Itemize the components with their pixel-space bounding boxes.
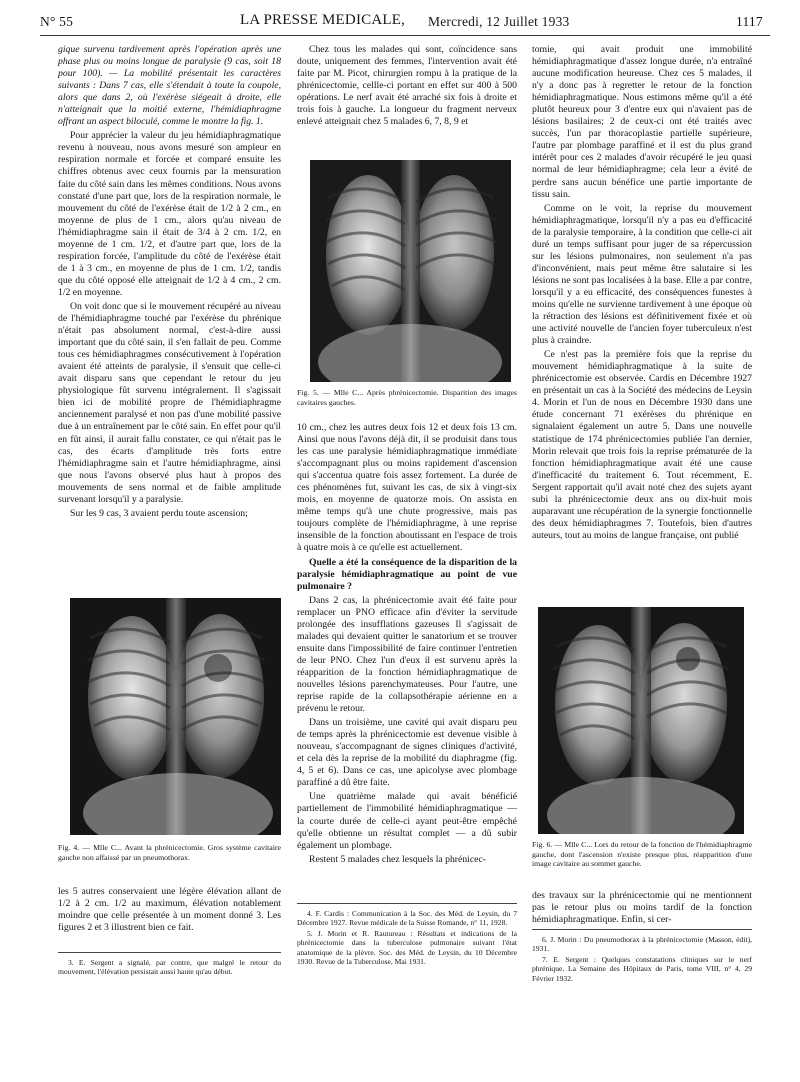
- footnotes-6-7: [532, 935, 752, 984]
- figure-5-caption: Fig. 5. — Mlle C... Après phrénicectomie. Disparition des images cavitaires gauches.: [297, 388, 517, 407]
- issue-number: N° 55: [40, 14, 74, 29]
- footnote-3: [58, 958, 281, 978]
- footnote-rule: [58, 952, 281, 953]
- paragraph: tomie, qui avait produit une immobilité hémidiaphragmatique d'assez longue durée, n'a entraîné aucune modification heureuse. Chez ces 5 malades, il n'y a donc pas à regretter le retour de la fonction hémidiaphragmatique. Nous estimons même qu'il a été plutôt heureux pour 3 d'entre eux qui n'avaient pas de lésions basilaires; 2 de ceux-ci ont été traités avec succès, l'un par thoracoplastie partielle supérieure, l'autre par plombage paraffiné et il est du plus grand intérêt pour ces 2 malades d'avoir récupéré le jeu quasi normal de leur hémidiaphragme; cela leur a évité de perdre sans aucun bénéfice une partie importante de tissu sain.: [532, 44, 752, 200]
- paragraph: Sur les 9 cas, 3 avaient perdu toute ascension;: [70, 507, 248, 519]
- column-3-top: [532, 44, 752, 544]
- paragraph: On voit donc que si le mouvement récupéré au niveau de l'hémidiaphragme touché par l'exérèse du phrénique n'était pas absolument normal, c'est-à-dire aussi important que du côté sain, il s'en fallait de peu. Comme tous ces hémidiaphragmes consécutivement à l'opération avaient été atteints de paralysie, il s'ensuit que celle-ci avait disparu sans que cependant le retour du jeu physiologique fût survenu intégralement. Il s'agissait bien ici de mobilité propre de l'hémidiaphragme anciennement paralysé et non pas d'une mobilité passive due à un entraînement par le côté sain. En effet pour qu'il en fût ainsi, il aurait fallu constater, ce qui n'était pas le cas, des écarts d'amplitude très forts entre l'hémidiaphragme sain et l'autre hémidiaphragme, ainsi que nous l'avons observé plus haut à propos des mouvements de sens normal et de faible amplitude survenant lorsqu'il y a paralysie.: [58, 300, 281, 505]
- column-1-top: [58, 44, 281, 522]
- column-3-bottom: [532, 890, 752, 928]
- paragraph: Restent 5 malades chez lesquels la phrénicec-: [309, 853, 486, 865]
- paragraph: Pour apprécier la valeur du jeu hémidiaphragmatique revenu à nouveau, nous avons mesuré son ampleur en respiration normale et forcée et comparé ensuite les chiffres obtenus avec ceux fournis par la mensuration faite du côté sain dans les mêmes conditions. Nous avons constaté d'une part que, lors de la respiration normale, le mouvement du côté de l'exérèse était de 1/2 à 2 cm., en moyenne de plus de 1 cm., alors qu'au niveau de l'hémidiaphragme sain il était de 3/4 à 2 cm. 1/2, en moyenne de 1 cm. 1/2, et d'autre part que, lors de la respiration forcée, l'amplitude du côté de l'exérèse était de 1 à 3 cm., en moyenne de plus de 1 cm. 1/2, tandis que du côté opposé elle atteignait de 1/2 à 4 cm., 2 cm. 1/2 en moyenne.: [58, 130, 281, 298]
- column-2-bottom: [297, 422, 517, 868]
- chest-xray-image: [538, 607, 744, 834]
- footnote-text: 6. J. Morin : Du pneumothorax à la phrénicectomie (Masson, édit), 1931.: [532, 935, 752, 954]
- paragraph: Dans 2 cas, la phrénicectomie avait été faite pour remplacer un PNO efficace afin d'éviter la servitude prolongée des insufflations gazeuses Il s'agissait de malades qui devaient quitter le sanatorium et se trouver ensuite dans l'impossibilité de faire continuer l'entretien de leur PNO. Chez l'un d'eux il est survenu après la réapparition de la fonction hémidiaphragmatique de nouvelles lésions parenchymateuses. Pour l'autre, une reprise rapide de la collapsothérapie aérienne en a prévenu le retour.: [297, 594, 517, 715]
- paragraph: Une quatrième malade qui avait bénéficié partiellement de l'immobilité hémidiaphragmatique — la courte durée de celle-ci ayant peut-être empêché qu'elle obtienne un résultat complet — a dû subir également un plombage.: [297, 791, 517, 851]
- paragraph: des travaux sur la phrénicectomie qui ne mentionnent pas le retour plus ou moins tardif de la fonction hémidiaphragmatique. Enfin, si cer-: [532, 890, 752, 926]
- footnote-rule: [297, 903, 517, 904]
- chest-xray-image: [310, 160, 511, 382]
- chest-xray-image: [70, 598, 281, 835]
- footnotes-4-5: [297, 909, 517, 967]
- paragraph: gique survenu tardivement après l'opération après une phase plus ou moins longue de paralysie (9 cas, soit 18 pour 100). — La mobilité présentait les caractères suivants : Dans 7 cas, elle s'étendait à toute la coupole, alors que dans 2, où l'exérèse siégeait à droite, elle n'atteignait que la moitié externe, l'hémidiaphragme offrant un aspect biloculé, comme le montre la fig. 1.: [58, 44, 281, 128]
- figure-4-xray: [70, 598, 281, 835]
- paragraph: 10 cm., chez les autres deux fois 12 et deux fois 13 cm. Ainsi que nous l'avons déjà dit, il se produisit dans tous les cas une paralysie hémidiaphragmatique immédiate s'accompagnant plus ou moins rapidement d'ascension qui s'accentua quatre fois assez fortement. La durée de ces phénomènes fut, suivant les cas, de six à vingt-six mois, en moyenne de quatorze mois. On assista en même temps qu'à une chute progressive, mais pas toujours complète de l'hémidiaphragme, à une reprise insensible de la fonction aboutissant en l'espace de trois à quatre mois à ce qu'elle est actuellement.: [297, 422, 517, 554]
- page-number: 1117: [736, 14, 763, 29]
- issue-date: Mercredi, 12 Juillet 1933: [428, 14, 570, 29]
- column-2-top: [297, 44, 517, 130]
- footnote-rule: [532, 929, 752, 930]
- header-rule: [40, 35, 770, 36]
- paragraph: Comme on le voit, la reprise du mouvement hémidiaphragmatique, lorsqu'il n'y a pas eu d'efficacité de la paralysie temporaire, à la condition que celle-ci ait duré un temps suffisant pour juger de sa répercussion sur les lésions pulmonaires, non seulement n'a pas d'inconvénient, mais peut même être salutaire si les lésions ne sont pas localisées à la base. Elle a par contre, lorsqu'il y a eu efficacité, des conséquences funestes à moins qu'elle ne survienne tardivement à une époque où la rétraction des lésions est définitivement fixée et où une activité nouvelle de l'ancien foyer tuberculeux n'est plus à craindre.: [532, 202, 752, 347]
- journal-title: LA PRESSE MEDICALE,: [240, 12, 406, 28]
- column-1-bottom: [58, 886, 281, 936]
- paragraph: les 5 autres conservaient une légère élévation allant de 1/2 à 2 cm. 1/2 au maximum, élévation notablement moindre que celle présentée à un moment donné 3. Les figures 2 et 3 illustrent bien ce fait.: [58, 886, 281, 934]
- footnote-text: 4. F. Cardis : Communication à la Soc. des Méd. de Leysin, du 7 Décembre 1927. Revue médicale de la Suisse Romande, n° 11, 1928.: [297, 909, 517, 928]
- figure-6-caption: Fig. 6. — Mlle C... Lors du retour de la fonction de l'hémidiaphragme gauche, dont l'ascension n'existe presque plus, réapparition d'une image cavitaire au sommet gauche.: [532, 840, 752, 869]
- section-question: Quelle a été la conséquence de la disparition de la paralysie hémidiaphragmatique au point de vue pulmonaire ?: [297, 556, 517, 592]
- figure-4-caption: Fig. 4. — Mlle C... Avant la phrénicectomie. Gros système cavitaire gauche non affaissé par un pneumothorax.: [58, 843, 281, 862]
- paragraph: Dans un troisième, une cavité qui avait disparu peu de temps après la phrénicectomie est devenue visible à nouveau, s'accompagnant de signes cliniques d'activité, et cela dès la reprise de la mobilité du diaphragme (fig. 4, 5 et 6). Dans ce cas, une apicolyse avec plombage paraffiné a dû être faite.: [297, 717, 517, 789]
- figure-5-xray: [310, 160, 511, 382]
- footnote-text: 7. E. Sergent : Quelques constatations cliniques sur le nerf phrénique. La Semaine des Hôpitaux de Paris, tome VIII, n° 4, 29 Février 1932.: [532, 954, 752, 983]
- paragraph: Ce n'est pas la première fois que la reprise du mouvement hémidiaphragmatique à la suite de phrénicectomie est observée. Cardis en Décembre 1927 en présentait un cas à la Société des médecins de Leysin 4. Morin et l'un de nous en Décembre 1930 dans une étude concernant 71 exérèses du phrénique en signalaient également un autre 5. Dans une nouvelle statistique de 174 phrénicectomies publiée l'an dernier, Morin relevait que trois fois la reprise prématurée de la fonction hémidiaphragmatique avait été une cause d'inefficacité du traitement 6. Tout récemment, E. Sergent rapportait qu'il avait noté chez des sujets ayant subi la phrénicectomie deux ans ou dix-huit mois auparavant une récupération de la synergie fonctionnelle des deux hémidiaphragmes 7. Toutefois, bien d'autres auteurs, tout au moins de langue française, ont publié: [532, 349, 752, 541]
- footnote-text: 3. E. Sergent a signalé, par contre, que malgré le retour du mouvement, l'élévation persistait aussi haute qu'au début.: [58, 958, 281, 977]
- figure-6-xray: [538, 607, 744, 834]
- footnote-text: 5. J. Morin et R. Rautureau : Résultats et indications de la phrénicectomie dans la tuberculose pulmonaire suivant l'état anatomique de la plèvre. Soc. des Méd. de Leysin, du 10 Décembre 1930. Revue de la Tuberculose, Mai 1931.: [297, 928, 517, 967]
- paragraph: Chez tous les malades qui sont, coïncidence sans doute, uniquement des femmes, l'intervention avait été faite par M. Picot, chirurgien rompu à la pratique de la phrénicectomie, cellle-ci portant en effet sur 400 à 500 opérations. Le nerf avait été arraché six fois à droite et trois fois à gauche. La longueur du fragment nerveux enlevé atteignait chez 5 malades 6, 7, 8, 9 et: [297, 44, 517, 128]
